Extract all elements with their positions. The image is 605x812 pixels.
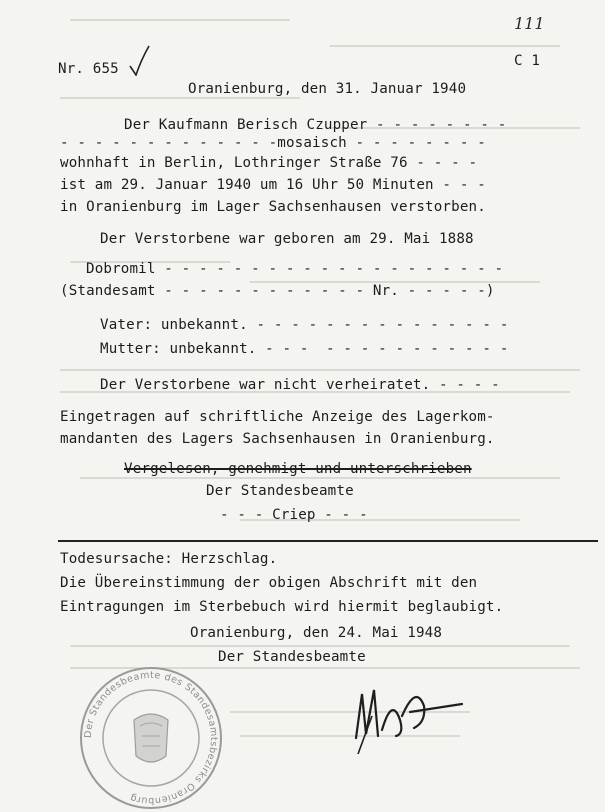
record-line-6: Der Verstorbene war geboren am 29. Mai 1888 <box>100 231 474 247</box>
record-line-14-struck: Vergelesen, genehmigt und unterschrieben <box>124 461 472 477</box>
record-line-3: wohnhaft in Berlin, Lothringer Straße 76 - - - - <box>60 155 478 171</box>
record-line-4: ist am 29. Januar 1940 um 16 Uhr 50 Minuten - - - <box>60 177 486 193</box>
record-line-9: Vater: unbekannt. - - - - - - - - - - - - - - - <box>100 317 509 333</box>
lower-line-1: Todesursache: Herzschlag. <box>60 551 278 567</box>
record-line-8: (Standesamt - - - - - - - - - - - - Nr. - - - - -) <box>60 283 495 299</box>
lower-line-4: Oranienburg, den 24. Mai 1948 <box>190 625 443 641</box>
signature <box>352 676 472 756</box>
document-number: Nr. 655 <box>58 61 119 77</box>
page-number: 111 <box>514 14 545 33</box>
record-line-11: Der Verstorbene war nicht verheiratet. - - - - <box>100 377 500 393</box>
official-stamp <box>76 664 226 812</box>
record-line-2: - - - - - - - - - - - - -mosaisch - - - - - - - - <box>60 135 486 151</box>
record-line-16: - - - Criep - - - <box>220 507 368 523</box>
place-date: Oranienburg, den 31. Januar 1940 <box>188 81 467 97</box>
stamp-text: Der Standesbeamte des Standesamtsbezirks Oranienburg <box>82 669 220 807</box>
record-line-10: Mutter: unbekannt. - - - - - - - - - - - - - - <box>100 341 509 357</box>
record-line-1: Der Kaufmann Berisch Czupper - - - - - - - - <box>124 117 507 133</box>
record-line-7: Dobromil - - - - - - - - - - - - - - - - - - - - <box>86 261 504 277</box>
check-mark-icon <box>127 44 151 76</box>
record-line-12: Eingetragen auf schriftliche Anzeige des Lagerkom- <box>60 409 495 425</box>
record-line-15: Der Standesbeamte <box>206 483 354 499</box>
record-line-13: mandanten des Lagers Sachsenhausen in Oranienburg. <box>60 431 495 447</box>
lower-line-5: Der Standesbeamte <box>218 649 366 665</box>
lower-line-2: Die Übereinstimmung der obigen Abschrift mit den <box>60 575 478 591</box>
lower-line-3: Eintragungen im Sterbebuch wird hiermit beglaubigt. <box>60 599 504 615</box>
document-code: C 1 <box>514 53 541 69</box>
record-line-5: in Oranienburg im Lager Sachsenhausen verstorben. <box>60 199 486 215</box>
section-divider <box>58 540 598 542</box>
